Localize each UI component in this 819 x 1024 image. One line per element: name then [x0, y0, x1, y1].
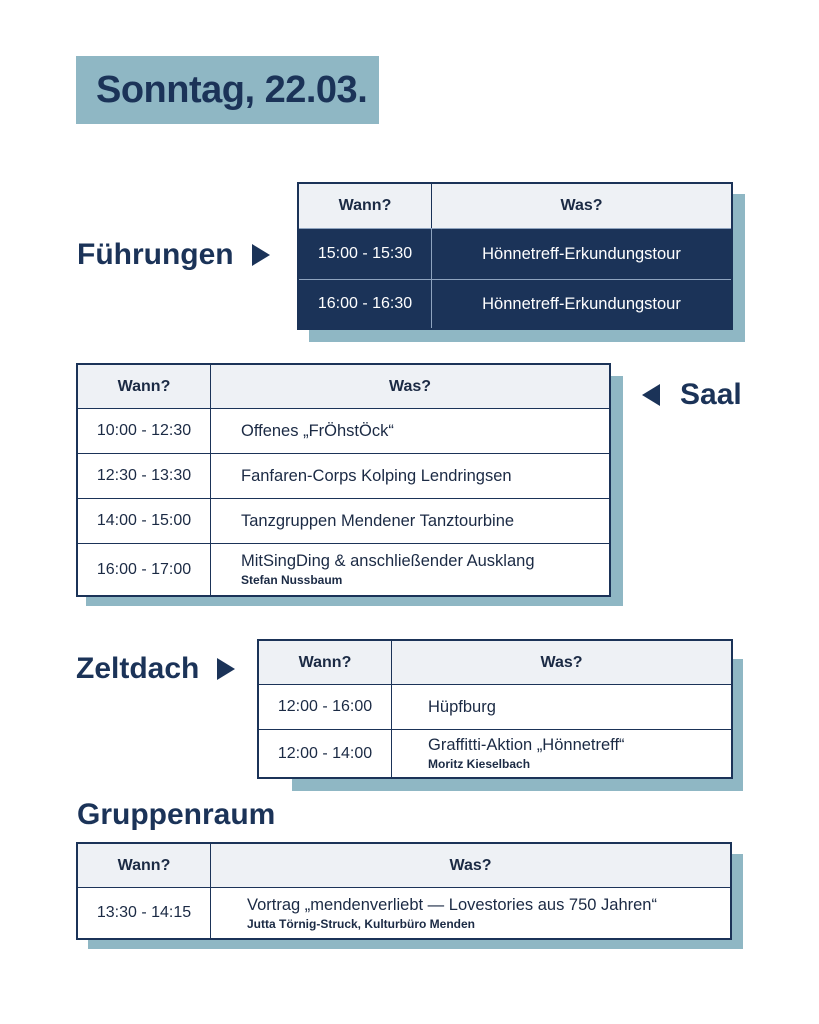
row-event: Fanfaren-Corps Kolping Lendringsen	[241, 466, 512, 485]
row-performer: Jutta Törnig-Struck, Kulturbüro Menden	[247, 916, 475, 931]
row-time: 12:00 - 14:00	[259, 730, 392, 777]
table-row	[299, 228, 731, 279]
table-header-row	[299, 184, 731, 228]
row-event: Tanzgruppen Mendener Tanztourbine	[241, 511, 515, 530]
row-time: 16:00 - 17:00	[78, 544, 211, 595]
table-row	[259, 729, 731, 777]
row-time: 10:00 - 12:30	[78, 409, 211, 453]
row-event: Vortrag „mendenverliebt — Lovestories aus 750 Jahren“ Jutta Törnig-Struck, Kulturbüro Menden	[247, 895, 657, 931]
row-event: Offenes „FrÖhstÖck“	[241, 421, 394, 440]
header-when: Wann?	[259, 641, 392, 684]
table-row	[259, 684, 731, 729]
table-row	[78, 408, 609, 453]
row-time: 15:00 - 15:30	[299, 229, 432, 279]
section-label-zeltdach: Zeltdach	[76, 652, 235, 686]
row-time: 12:30 - 13:30	[78, 454, 211, 498]
row-performer: Stefan Nussbaum	[241, 573, 343, 587]
row-event: Hönnetreff-Erkundungstour	[482, 244, 681, 263]
table-body	[76, 363, 611, 597]
date-banner	[76, 56, 379, 124]
table-header-row	[259, 641, 731, 684]
header-when: Wann?	[299, 184, 432, 228]
table-row	[299, 279, 731, 328]
table-row	[78, 498, 609, 543]
header-when: Wann?	[78, 844, 211, 887]
triangle-left-icon	[642, 384, 660, 406]
table-gruppenraum	[76, 842, 732, 940]
header-what: Was?	[388, 377, 432, 395]
table-body	[297, 182, 733, 330]
table-header-row	[78, 365, 609, 408]
row-time: 16:00 - 16:30	[299, 280, 432, 328]
header-what: Was?	[449, 856, 492, 874]
page-title: Sonntag, 22.03.	[96, 68, 368, 111]
table-row	[78, 887, 730, 938]
row-performer: Moritz Kieselbach	[428, 757, 531, 771]
table-row	[78, 453, 609, 498]
table-body	[76, 842, 732, 940]
row-time: 13:30 - 14:15	[78, 888, 211, 938]
row-event: Graffitti-Aktion „Hönnetreff“ Moritz Kieselbach	[428, 736, 625, 771]
row-event: Hönnetreff-Erkundungstour	[482, 294, 681, 313]
table-body	[257, 639, 733, 779]
table-zeltdach	[257, 639, 733, 779]
header-what: Was?	[560, 197, 603, 214]
section-label-saal: Saal	[642, 378, 742, 412]
row-time: 12:00 - 16:00	[259, 685, 392, 729]
triangle-right-icon	[217, 658, 235, 680]
row-event: MitSingDing & anschließender Ausklang Stefan Nussbaum	[241, 552, 535, 587]
table-saal	[76, 363, 611, 597]
row-time: 14:00 - 15:00	[78, 499, 211, 543]
section-label-fuehrungen: Führungen	[77, 238, 270, 272]
row-event: Hüpfburg	[428, 697, 496, 716]
header-what: Was?	[540, 653, 583, 671]
header-when: Wann?	[78, 365, 211, 408]
table-fuehrungen	[297, 182, 733, 330]
table-header-row	[78, 844, 730, 887]
triangle-right-icon	[252, 244, 270, 266]
section-label-gruppenraum: Gruppenraum	[77, 798, 276, 831]
table-row	[78, 543, 609, 595]
